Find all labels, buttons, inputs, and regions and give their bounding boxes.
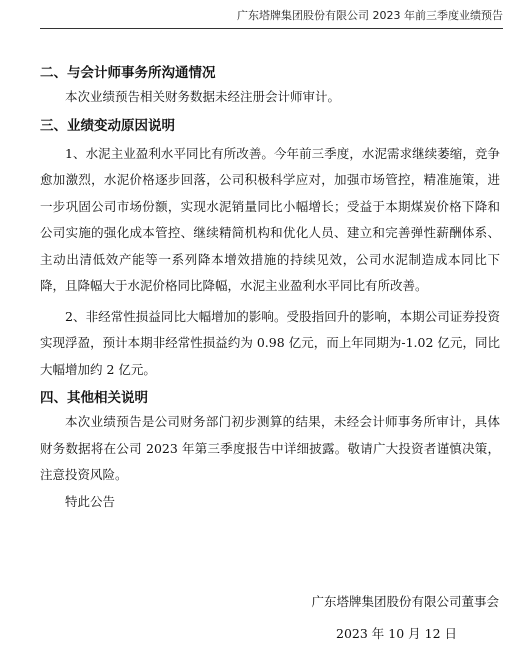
paragraph: 1、水泥主业盈利水平同比有所改善。今年前三季度，水泥需求继续萎缩，竞争愈加激烈，水泥价格逐步回落，公司积极科学应对，加强市场管控，精准施策，进一步巩固公司市场份额，实现水泥销量同比小幅增长；受益于本期煤炭价格下降和公司实施的强化成本管控、继续精简机构和优化人员、建立和完善弹性薪酬体系、主动出清低效产能等一系列降本增效措施的持续见效，公司水泥制造成本同比下降，且降幅大于水泥价格同比降幅，水泥主业盈利水平同比有所改善。	[40, 145, 500, 293]
section-heading-other: 四、其他相关说明	[40, 390, 148, 406]
page-header: 广东塔牌集团股份有限公司 2023 年前三季度业绩预告	[40, 8, 503, 29]
paragraph: 本次业绩预告相关财务数据未经注册会计师审计。	[65, 89, 341, 104]
signature-company: 广东塔牌集团股份有限公司董事会	[311, 594, 499, 609]
document-body	[40, 62, 500, 515]
paragraph: 2、非经常性损益同比大幅增加的影响。受股指回升的影响，本期公司证券投资实现浮盈，预计本期非经常性损益约为 0.98 亿元，而上年同期为-1.02 亿元，同比大幅增加约 2 亿元。	[40, 308, 500, 377]
section-heading-reasons: 三、业绩变动原因说明	[40, 117, 175, 134]
paragraph: 本次业绩预告是公司财务部门初步测算的结果，未经会计师事务所审计，具体财务数据将在公司 2023 年第三季度报告中详细披露。敬请广大投资者谨慎决策，注意投资风险。	[40, 414, 500, 482]
section-heading-communication: 二、与会计师事务所沟通情况	[40, 65, 216, 81]
signature-date: 2023 年 10 月 12 日	[336, 626, 457, 641]
closing-statement: 特此公告	[65, 493, 116, 509]
